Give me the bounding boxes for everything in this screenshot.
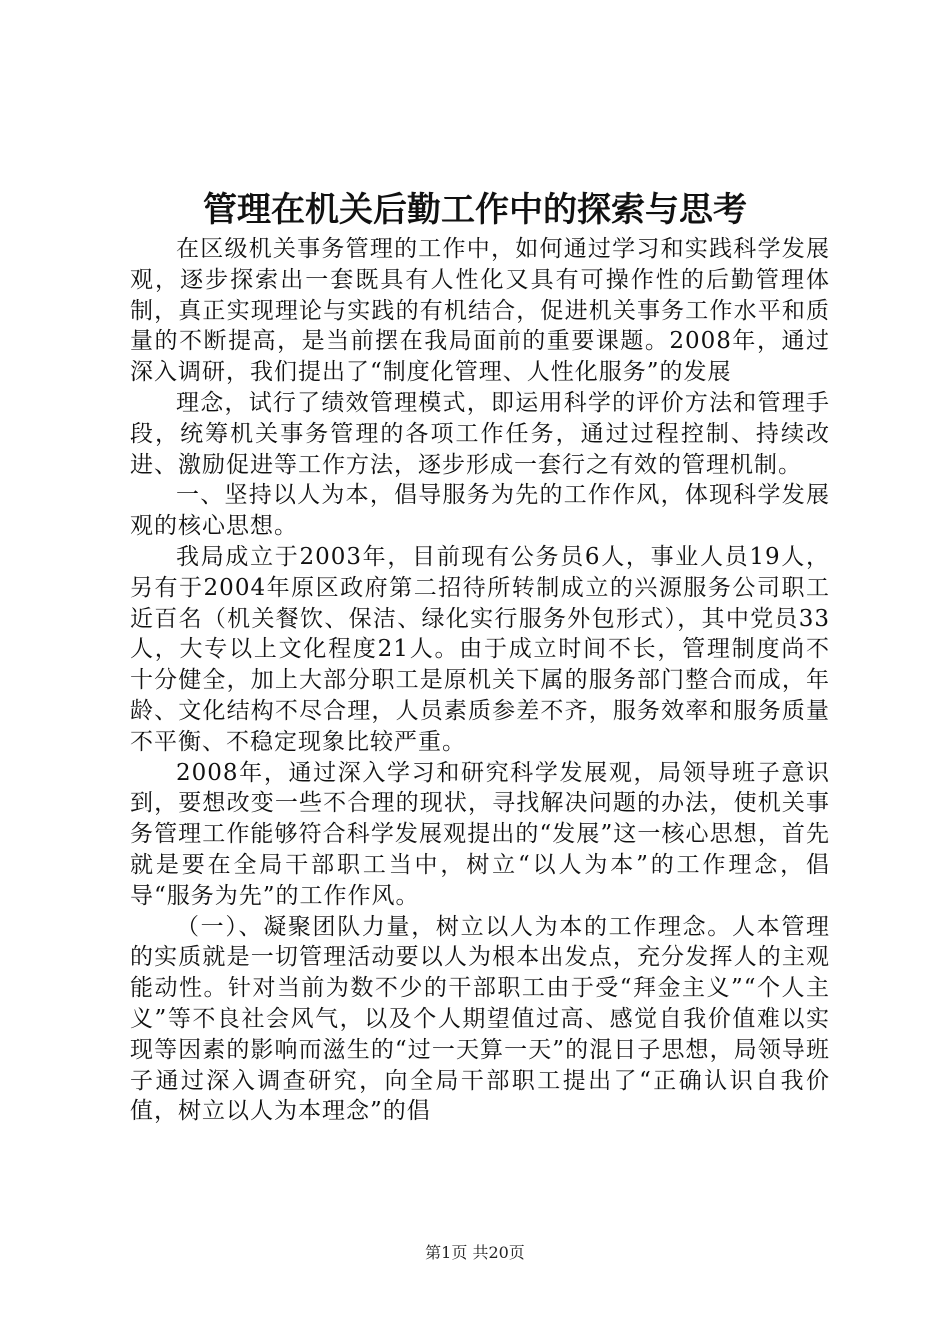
paragraph-subsection-1: （一）、凝聚团队力量，树立以人为本的工作理念。人本管理的实质就是一切管理活动要以人为根本出发点，充分发挥人的主观能动性。针对当前为数不少的干部职工由于受“拜金主义”“个人主义”等不良社会风气，以及个人期望值过高、感觉自我价值难以实现等因素的影响而滋生的“过一天算一天”的混日子思想，局领导班子通过深入调查研究，向全局干部职工提出了“正确认识自我价值，树立以人为本理念”的倡 bbox=[130, 913, 830, 1125]
document-body bbox=[130, 234, 830, 1127]
paragraph-bureau-background: 我局成立于2003年，目前现有公务员6人，事业人员19人，另有于2004年原区政府第二招待所转制成立的兴源服务公司职工近百名（机关餐饮、保洁、绿化实行服务外包形式），其中党员33人，大专以上文化程度21人。由于成立时间不长，管理制度尚不十分健全，加上大部分职工是原机关下属的服务部门整合而成，年龄、文化结构不尽合理，人员素质参差不齐，服务效率和服务质量不平衡、不稳定现象比较严重。 bbox=[130, 543, 830, 755]
section-heading-1: 一、坚持以人为本，倡导服务为先的工作作风，体现科学发展观的核心思想。 bbox=[130, 482, 830, 540]
page-number-footer: 第1页 共20页 bbox=[425, 1243, 525, 1262]
paragraph-intro: 在区级机关事务管理的工作中，如何通过学习和实践科学发展观，逐步探索出一套既具有人性化又具有可操作性的后勤管理体制，真正实现理论与实践的有机结合，促进机关事务工作水平和质量的不断提高，是当前摆在我局面前的重要课题。2008年，通过深入调研，我们提出了“制度化管理、人性化服务”的发展 bbox=[130, 236, 830, 386]
paragraph-2008-study: 2008年，通过深入学习和研究科学发展观，局领导班子意识到，要想改变一些不合理的现状，寻找解决问题的办法，使机关事务管理工作能够符合科学发展观提出的“发展”这一核心思想，首先就是要在全局干部职工当中，树立“以人为本”的工作理念，倡导“服务为先”的工作作风。 bbox=[130, 759, 830, 909]
document-title: 管理在机关后勤工作中的探索与思考 bbox=[203, 190, 747, 230]
paragraph-concept: 理念，试行了绩效管理模式，即运用科学的评价方法和管理手段，统筹机关事务管理的各项工作任务，通过过程控制、持续改进、激励促进等工作方法，逐步形成一套行之有效的管理机制。 bbox=[130, 389, 830, 478]
